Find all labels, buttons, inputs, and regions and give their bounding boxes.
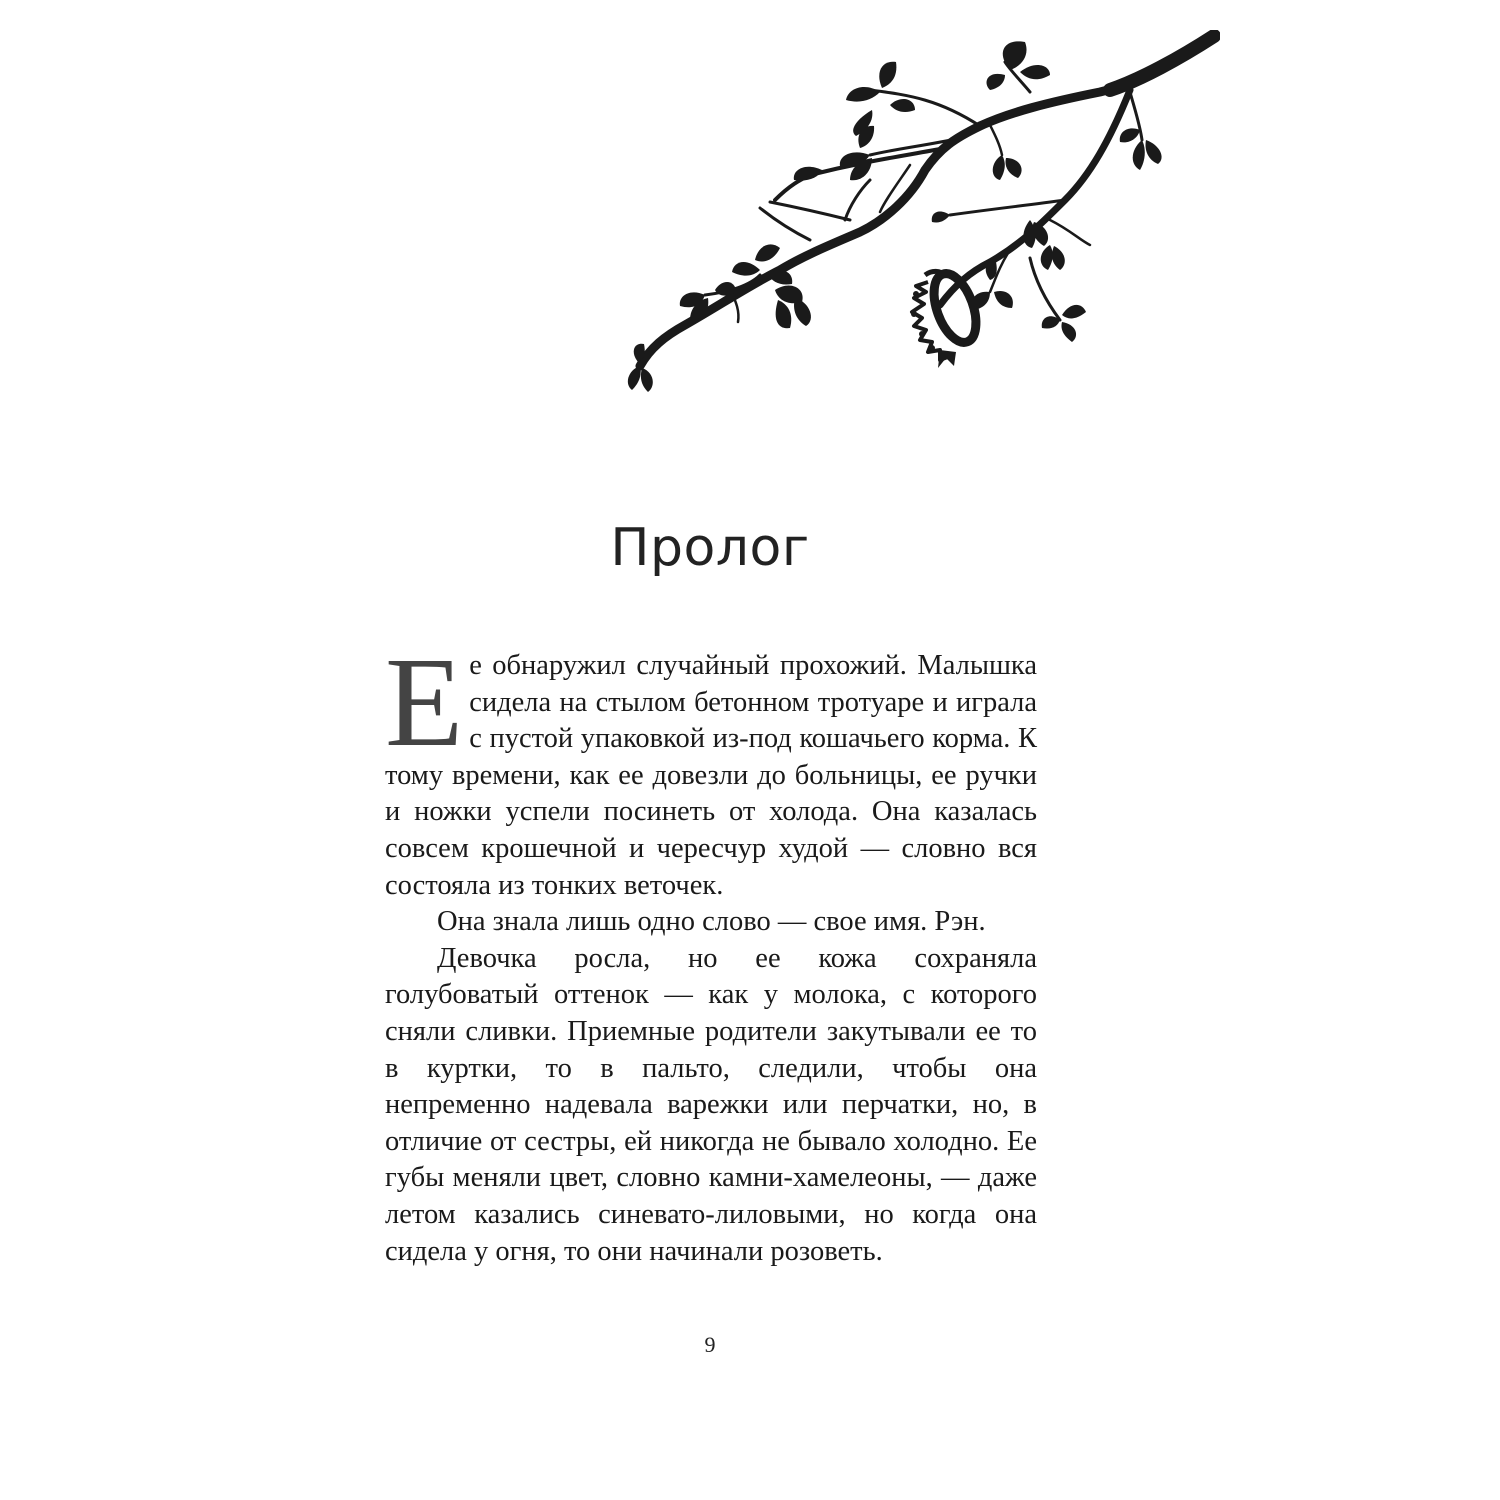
- paragraph-3: Девочка росла, но ее кожа сохраняла голубоватый оттенок — как у молока, с которого сняли сливки. Приемные родители закутывали ее то в куртки, то в пальто, следили, чтобы она непременно надевала варежки или перчатки, но, в отличие от сестры, ей никогда не бывало холодно. Ее губы меняли цвет, словно камни-хамелеоны, — даже летом казались синевато-лиловыми, но когда она сидела у огня, то они начинали розоветь.: [385, 942, 1037, 1267]
- paragraph-1: [385, 631, 1037, 904]
- crown-icon: [911, 268, 984, 368]
- main-branch-taper: [1110, 36, 1214, 90]
- tree-branch-illustration: [610, 30, 1220, 410]
- paragraph-2: Она знала лишь одно слово — свое имя. Рэн.: [437, 906, 986, 938]
- paragraph-1-text: е обнаружил случайный прохожий. Малышка сидела на стылом бетонном тротуаре и играла с пустой упаковкой из-под кошачьего корма. К тому времени, как ее довезли до больницы, ее ручки и ножки успели посинеть от холода. Она казалась совсем крошечной и чересчур худой — словно вся состояла из тонких веточек.: [385, 650, 1037, 901]
- chapter-title: Пролог: [610, 518, 810, 578]
- drop-cap: Е: [385, 631, 464, 773]
- body-text: [385, 631, 1037, 1270]
- page-number: 9: [704, 1332, 716, 1357]
